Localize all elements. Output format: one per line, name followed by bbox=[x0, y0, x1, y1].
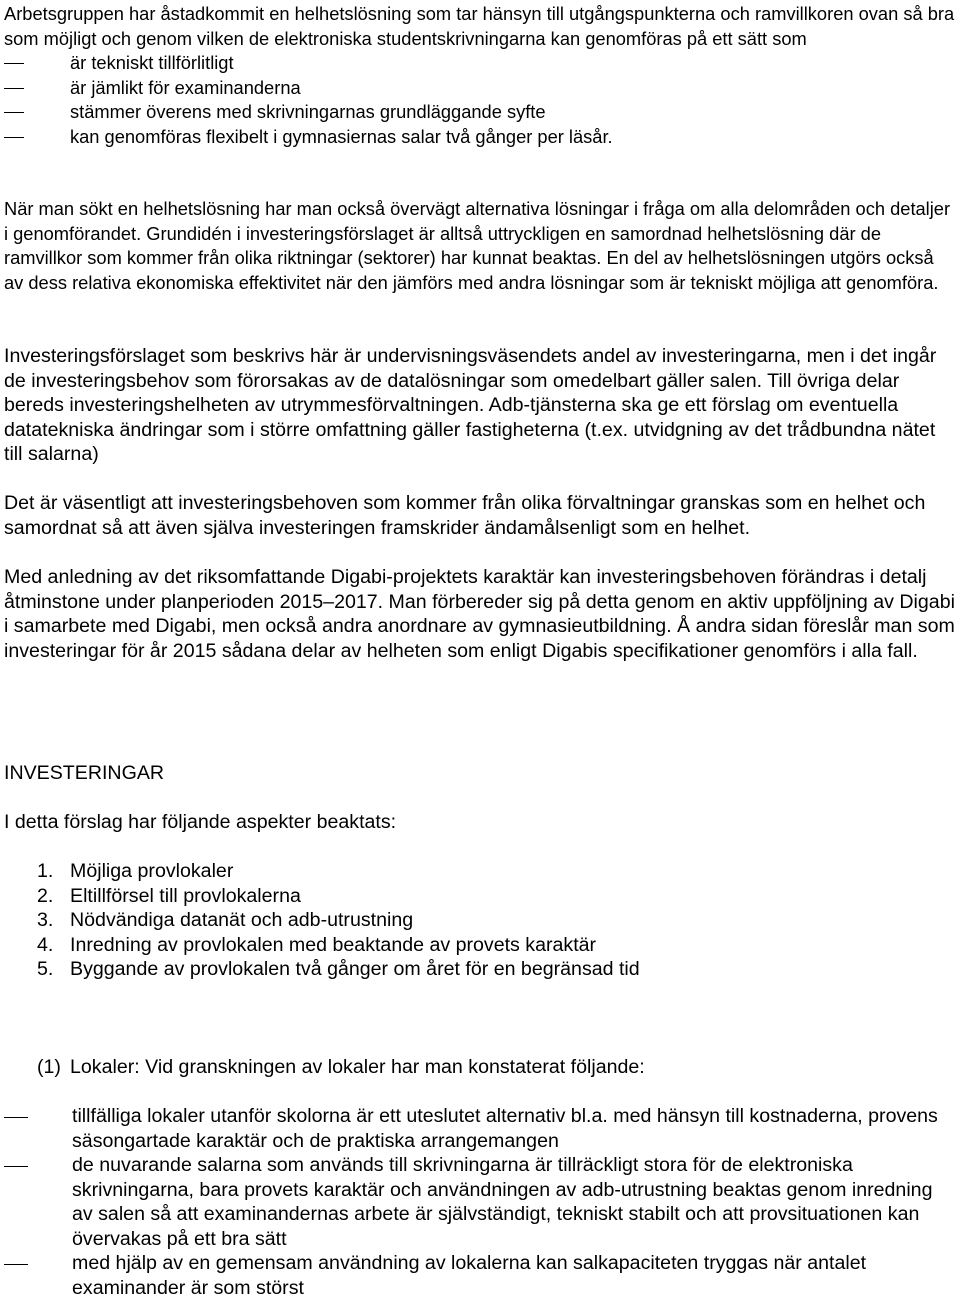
aspects-list bbox=[4, 859, 956, 982]
aspect-item bbox=[4, 933, 956, 958]
lokaler-bullet: med hjälp av en gemensam användning av lokalerna kan salkapaciteten tryggas när antalet examinander är som störst bbox=[4, 1251, 956, 1300]
intro-paragraph: Arbetsgruppen har åstadkommit en helhetslösning som tar hänsyn till utgångspunkterna och ramvillkoren ovan så bra som möjligt och genom vilken de elektroniska studentskrivningarna kan genomföras på ett sätt som bbox=[4, 3, 955, 49]
lokaler-bullet: tillfälliga lokaler utanför skolorna är ett uteslutet alternativ bl.a. med hänsyn till kostnaderna, provens säsongartade karaktär och de praktiska arrangemangen bbox=[4, 1104, 956, 1153]
aspect-item bbox=[4, 908, 956, 933]
intro-bullet: är jämlikt för examinanderna bbox=[4, 76, 956, 101]
aspect-item bbox=[4, 957, 956, 982]
intro-section bbox=[4, 2, 956, 149]
aspect-text: Inredning av provlokalen med beaktande av provets karaktär bbox=[70, 933, 597, 956]
paragraph-investment-proposal: Investeringsförslaget som beskrivs här är undervisningsväsendets andel av investeringarna, men i det ingår de investeringsbehov som förorsakas av de datalösningar som omedelbart gäller salen. Till övriga delar bereds investeringshelheten av utrymmesförvaltningen. Adb-tjänsterna ska ge ett förslag om eventuella datatekniska ändringar som i större omfattning gäller fastigheterna (t.ex. utvidgning av det trådbundna nätet till salarna) bbox=[4, 345, 937, 465]
aspect-number: 3. bbox=[37, 909, 54, 931]
intro-bullet-list bbox=[4, 51, 956, 149]
aspect-item bbox=[4, 859, 956, 884]
lokaler-bullet: de nuvarande salarna som används till skrivningarna är tillräckligt stora för de elektroniska skrivningarna, bara provets karaktär och användningen av adb-utrustning beaktas genom inredning av salen så att examinandernas arbete är självständigt, tekniskt stabilt och att provsituationen kan övervakas på ett bra sätt bbox=[4, 1153, 956, 1251]
aspect-item bbox=[4, 884, 956, 909]
intro-bullet: är tekniskt tillförlitligt bbox=[4, 51, 956, 76]
paragraph-alternatives: När man sökt en helhetslösning har man också övervägt alternativa lösningar i fråga om alla delområden och detaljer i genomförandet. Grundidén i investeringsförslaget är alltså uttryckligen en samordnad helhetslösning där de ramvillkor som kommer från olika riktningar (sektorer) har kunnat beaktas. En del av helhetslösningen utgörs också av dess relativa ekonomiska effektivitet när den jämförs med andra lösningar som är tekniskt möjliga att genomföra. bbox=[4, 198, 951, 293]
section-heading: INVESTERINGAR bbox=[4, 762, 165, 784]
lokaler-number: (1) bbox=[37, 1056, 61, 1078]
aspect-text: Eltillförsel till provlokalerna bbox=[70, 884, 301, 907]
aspect-number: 5. bbox=[37, 958, 54, 980]
section-lead: I detta förslag har följande aspekter beaktats: bbox=[4, 811, 397, 833]
aspect-number: 2. bbox=[37, 884, 54, 907]
aspect-number: 4. bbox=[37, 933, 54, 956]
paragraph-digabi: Med anledning av det riksomfattande Digabi-projektets karaktär kan investeringsbehoven förändras i detalj åtminstone under planperioden 2015–2017. Man förbereder sig på detta genom en aktiv uppföljning av Digabi i samarbete med Digabi, men också andra anordnare av gymnasieutbildning. Å andra sidan föreslår man som investeringar för år 2015 sådana delar av helheten som enligt Digabis specifikationer genomförs i alla fall. bbox=[4, 566, 955, 662]
aspect-text: Möjliga provlokaler bbox=[70, 860, 234, 882]
lokaler-bullet-list bbox=[4, 1104, 956, 1300]
aspect-text: Byggande av provlokalen två gånger om året för en begränsad tid bbox=[70, 958, 640, 980]
paragraph-holistic-review: Det är väsentligt att investeringsbehoven som kommer från olika förvaltningar granskas som en helhet och samordnat så att även själva investeringen framskrider ändamålsenligt som en helhet. bbox=[4, 492, 926, 539]
intro-bullet: kan genomföras flexibelt i gymnasiernas salar två gånger per läsår. bbox=[4, 125, 956, 150]
intro-bullet: stämmer överens med skrivningarnas grundläggande syfte bbox=[4, 100, 956, 125]
lokaler-heading bbox=[4, 1055, 960, 1080]
aspect-number: 1. bbox=[37, 860, 54, 882]
lokaler-text: Lokaler: Vid granskningen av lokaler har man konstaterat följande: bbox=[70, 1056, 645, 1078]
aspect-text: Nödvändiga datanät och adb-utrustning bbox=[70, 909, 414, 931]
